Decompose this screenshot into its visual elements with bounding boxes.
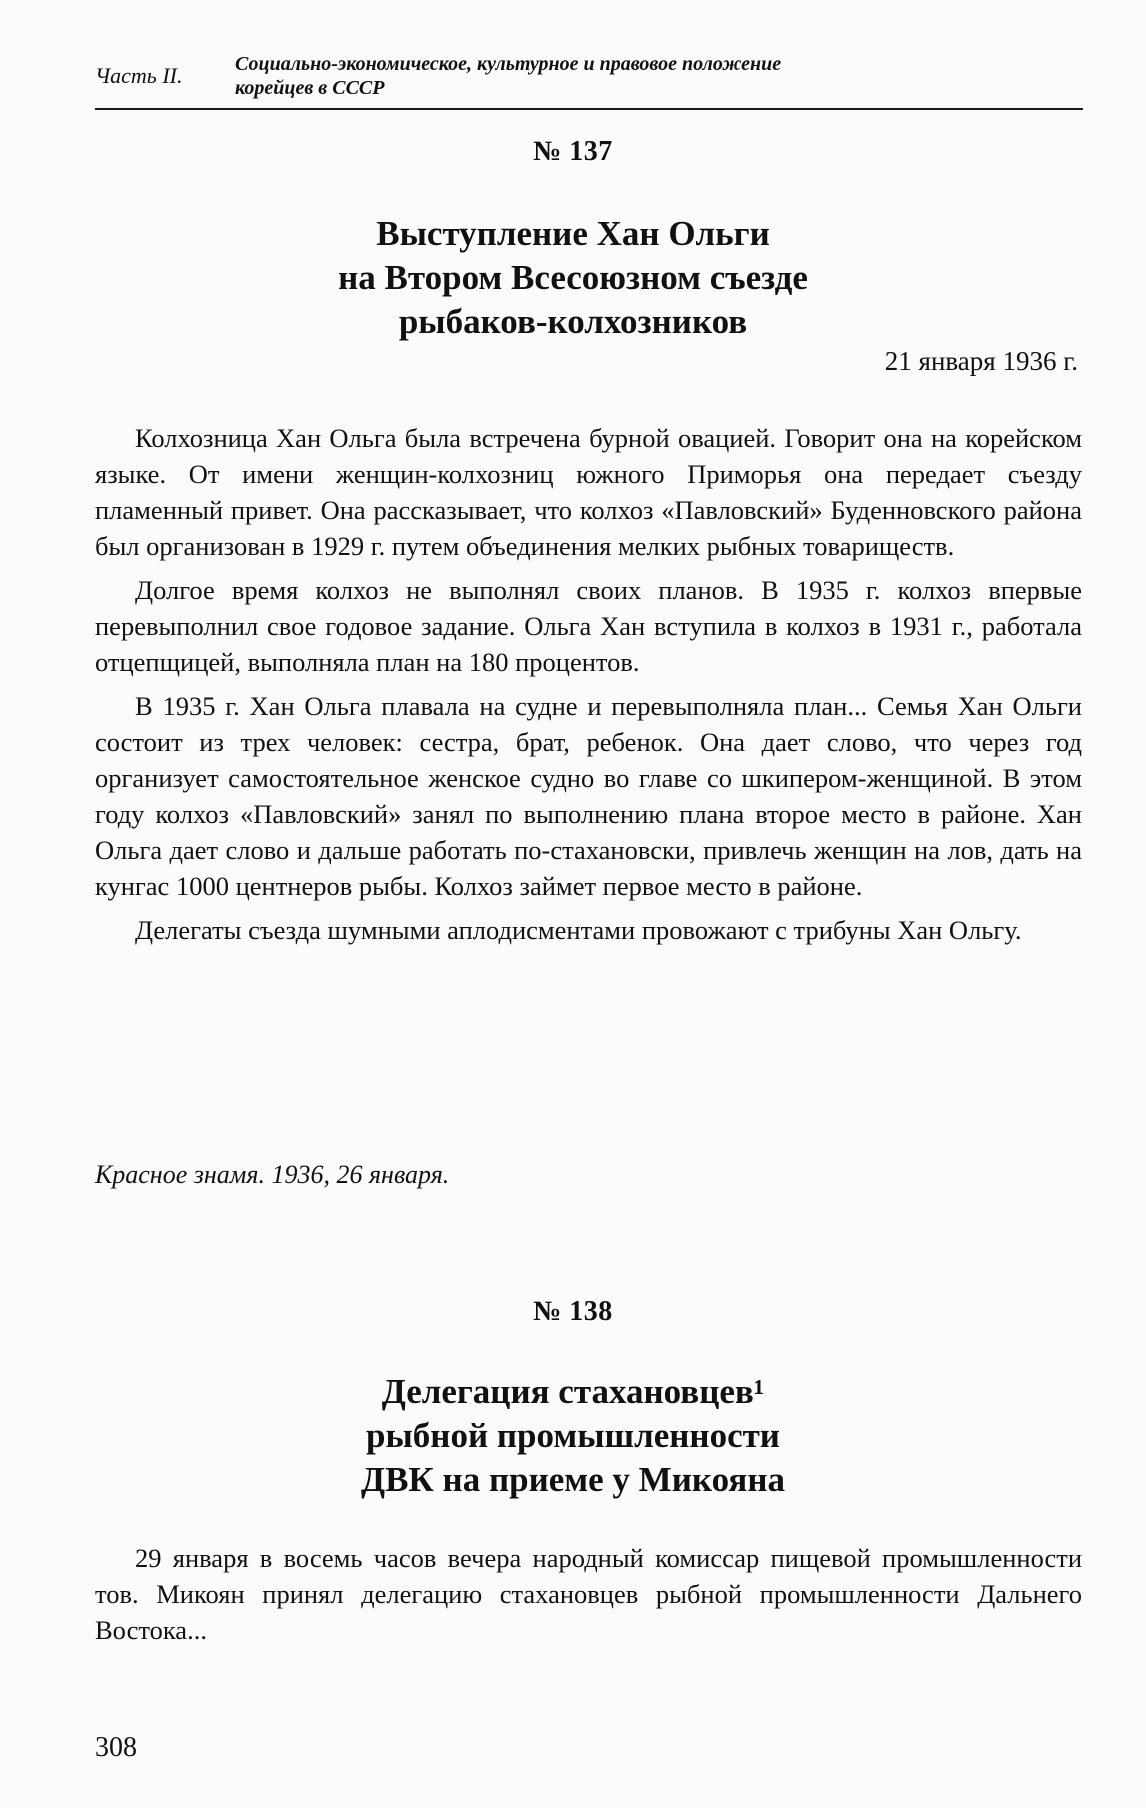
doc-137-date: 21 января 1936 г. — [884, 346, 1078, 376]
doc-138-title-line-2: рыбной промышленности — [366, 1416, 780, 1455]
page-number: 308 — [95, 1732, 137, 1763]
doc-137-title-line-3: рыбаков-колхозников — [398, 302, 748, 341]
running-head-title-line-2: корейцев в СССР — [235, 77, 385, 99]
doc-137-title — [200, 212, 946, 344]
doc-138-number: № 138 — [533, 1296, 613, 1327]
running-head-part: Часть II. — [95, 63, 183, 88]
running-head-title — [235, 52, 1055, 100]
doc-138-body — [95, 1540, 1082, 1656]
running-head-title-line-1: Социально-экономическое, культурное и правовое положение — [235, 53, 782, 75]
doc-137-title-line-1: Выступление Хан Ольги — [376, 214, 770, 253]
doc-137-body — [95, 420, 1082, 956]
doc-137-source: Красное знамя. 1936, 26 января. — [95, 1160, 450, 1189]
header-rule — [95, 108, 1083, 110]
doc-137-paragraph-3: В 1935 г. Хан Ольга плавала на судне и перевыполняла план... Семья Хан Ольги состоит из трех человек: сестра, брат, ребенок. Она дает слово, что через год организует самостоятельное женское судно во главе со шкипером-женщиной. В этом году колхоз «Павловский» занял по выполнению плана второе место в районе. Хан Ольга дает слово и дальше работать по-стахановски, привлечь женщин на лов, дать на кунгас 1000 центнеров рыбы. Колхоз займет первое место в районе. — [95, 691, 1082, 901]
running-head — [95, 52, 1080, 108]
doc-138-title-line-1: Делегация стахановцев¹ — [381, 1372, 765, 1411]
doc-137-title-line-2: на Втором Всесоюзном съезде — [338, 258, 808, 297]
doc-137-number: № 137 — [533, 136, 613, 167]
doc-138-title-line-3: ДВК на приеме у Микояна — [360, 1460, 786, 1499]
doc-137-paragraph-4: Делегаты съезда шумными аплодисментами провожают с трибуны Хан Ольгу. — [135, 915, 1022, 945]
doc-137-paragraph-1: Колхозница Хан Ольга была встречена бурной овацией. Говорит она на корейском языке. От имени женщин-колхозниц южного Приморья она передает съезду пламенный привет. Она рассказывает, что колхоз «Павловский» Буденновского района был организован в 1929 г. путем объединения мелких рыбных товариществ. — [95, 423, 1082, 561]
doc-138-title — [200, 1370, 946, 1502]
doc-137-paragraph-2: Долгое время колхоз не выполнял своих планов. В 1935 г. колхоз впервые перевыполнил свое годовое задание. Ольга Хан вступила в колхоз в 1931 г., работала отцепщицей, выполняла план на 180 процентов. — [95, 575, 1082, 677]
doc-138-paragraph-1: 29 января в восемь часов вечера народный комиссар пищевой промышленности тов. Микоян принял делегацию стахановцев рыбной промышленности Дальнего Востока... — [95, 1543, 1082, 1645]
